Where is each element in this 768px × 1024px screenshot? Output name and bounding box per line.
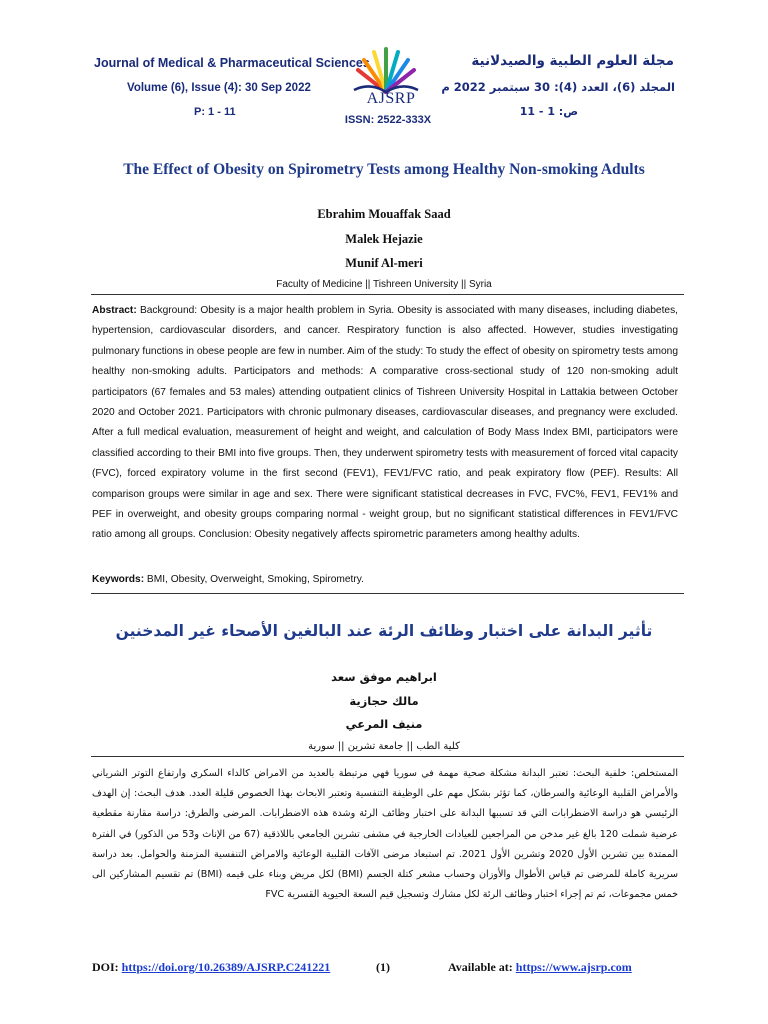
page-number: (1) — [376, 960, 390, 974]
paper-title-ar: تأثير البدانة على اختبار وظائف الرئة عند البالغين الأصحاء غير المدخنين — [115, 622, 653, 640]
author-ar-3: منيف المرعي — [345, 717, 423, 731]
journal-name-en: Journal of Medical & Pharmaceutical Sciences — [94, 56, 370, 70]
author-ar-1: ابراهيم موفق سعد — [331, 670, 437, 684]
volume-issue-en: Volume (6), Issue (4): 30 Sep 2022 — [127, 82, 311, 94]
keywords-en — [92, 574, 678, 585]
footer-available — [448, 960, 632, 975]
abstract-text: Background: Obesity is a major health problem in Syria. Obesity is associated with many diseases, including diabetes, hypertension, cardiovascular disorders, and cancer. Respiratory function is also affected. However, studies investigating pulmonary functions in obese people are few in number. Aim of the study: To study the effect of obesity on spirometry tests among healthy non-smoking adults. Participators and methods: A comparative cross-sectional study of 120 non-smoking adult participators (67 females and 53 males) attending outpatient clinics of Tishreen University Hospital in Lattakia between October 2020 and October 2021. Participators with chronic pulmonary diseases, cardiovascular diseases, and pregnancy were excluded. After a full medical evaluation, measurement of height and weight, and calculation of Body Mass Index BMI, participators were classified according to their BMI into five groups. Then, they underwent spirometry tests with measurement of forced vital capacity (FVC), forced expiratory volume in the first second (FEV1), FEV1/FVC ratio, and peak expiratory flow (PEF). Results: All comparison groups were similar in age and sex. There were significant statistical decreases in FVC, FVC%, FEV1, FEV1% and PEF in overweight, and obesity groups comparing normal - weight group, but no significant statistical differences in FEV1/FVC ratio among all groups. Conclusion: Obesity negatively affects spirometric parameters among healthy adults. — [92, 305, 678, 541]
author-en-3: Munif Al-meri — [345, 256, 423, 270]
keywords-label: Keywords: — [92, 574, 145, 585]
affiliation-en: Faculty of Medicine || Tishreen University || Syria — [276, 279, 492, 290]
abstract-en — [92, 301, 678, 546]
footer-doi — [92, 960, 330, 975]
paper-title-en: The Effect of Obesity on Spirometry Tests among Healthy Non-smoking Adults — [123, 161, 645, 178]
pages-en: P: 1 - 11 — [194, 106, 236, 118]
issn: ISSN: 2522-333X — [344, 114, 432, 126]
volume-issue-ar: المجلد (6)، العدد (4): 30 سبتمبر 2022 م — [441, 80, 675, 94]
divider — [91, 756, 684, 757]
author-en-2: Malek Hejazie — [345, 232, 423, 246]
abstract-label: Abstract: — [92, 305, 137, 316]
doi-link[interactable]: https://doi.org/10.26389/AJSRP.C241221 — [121, 960, 331, 974]
available-label: Available at: — [448, 960, 516, 974]
keywords-text: BMI, Obesity, Overweight, Smoking, Spirometry. — [144, 574, 364, 585]
divider — [91, 593, 684, 594]
abstract-ar: المستخلص: خلفية البحث: تعتبر البدانة مشكلة صحية مهمة في سوريا فهي مرتبطة بالعديد من الامراض كالداء السكري وارتفاع التوتر الشرياني والأمراض القلبية الوعائية والسرطان، كما تؤثر بشكل مهم على الوظيفة التنفسية وتعتبر الابحاث بهذا الخصوص قليلة العدد. هدف البحث: إن الهدف الرئيسي هو دراسة الاضطرابات التي قد تسببها البدانة على اختبار وظائف الرئة وشدة هذه الاضطرابات. المرضى والطرق: دراسة مقارنة مقطعية عرضية شملت 120 بالغ غير مدخن من المراجعين للعيادات الخارجية في مشفى تشرين الجامعي باللاذقية (67 من الإناث و53 من الذكور) في الفترة الممتدة بين تشرين الأول 2020 وتشرين الأول 2021. تم استبعاد مرضى الآفات القلبية الوعائية والامراض التنفسية المزمنة والحوامل. بعد دراسة سريرية كاملة للمرضى تم قياس الأطوال والأوزان وحساب مشعر كتلة الجسم (BMI) لكل مريض وبناء على قيمه (BMI) تم تقسيم المشاركين الى خمس مجموعات، ثم تم إجراء اختبار وظائف الرئة لكل مشارك وتسجيل قيم السعة الحيوية القسرية FVC — [92, 768, 678, 901]
author-ar-2: مالك حجازية — [349, 694, 419, 708]
logo-text: AJSRP — [366, 90, 416, 107]
divider — [91, 294, 684, 295]
journal-name-ar: مجلة العلوم الطبية والصيدلانية — [471, 53, 674, 69]
author-en-1: Ebrahim Mouaffak Saad — [317, 207, 451, 221]
affiliation-ar: كلية الطب || جامعة تشرين || سورية — [308, 741, 460, 752]
journal-website-link[interactable]: https://www.ajsrp.com — [515, 960, 632, 974]
doi-label: DOI: — [92, 960, 122, 974]
pages-ar: ص: 1 - 11 — [519, 105, 578, 118]
